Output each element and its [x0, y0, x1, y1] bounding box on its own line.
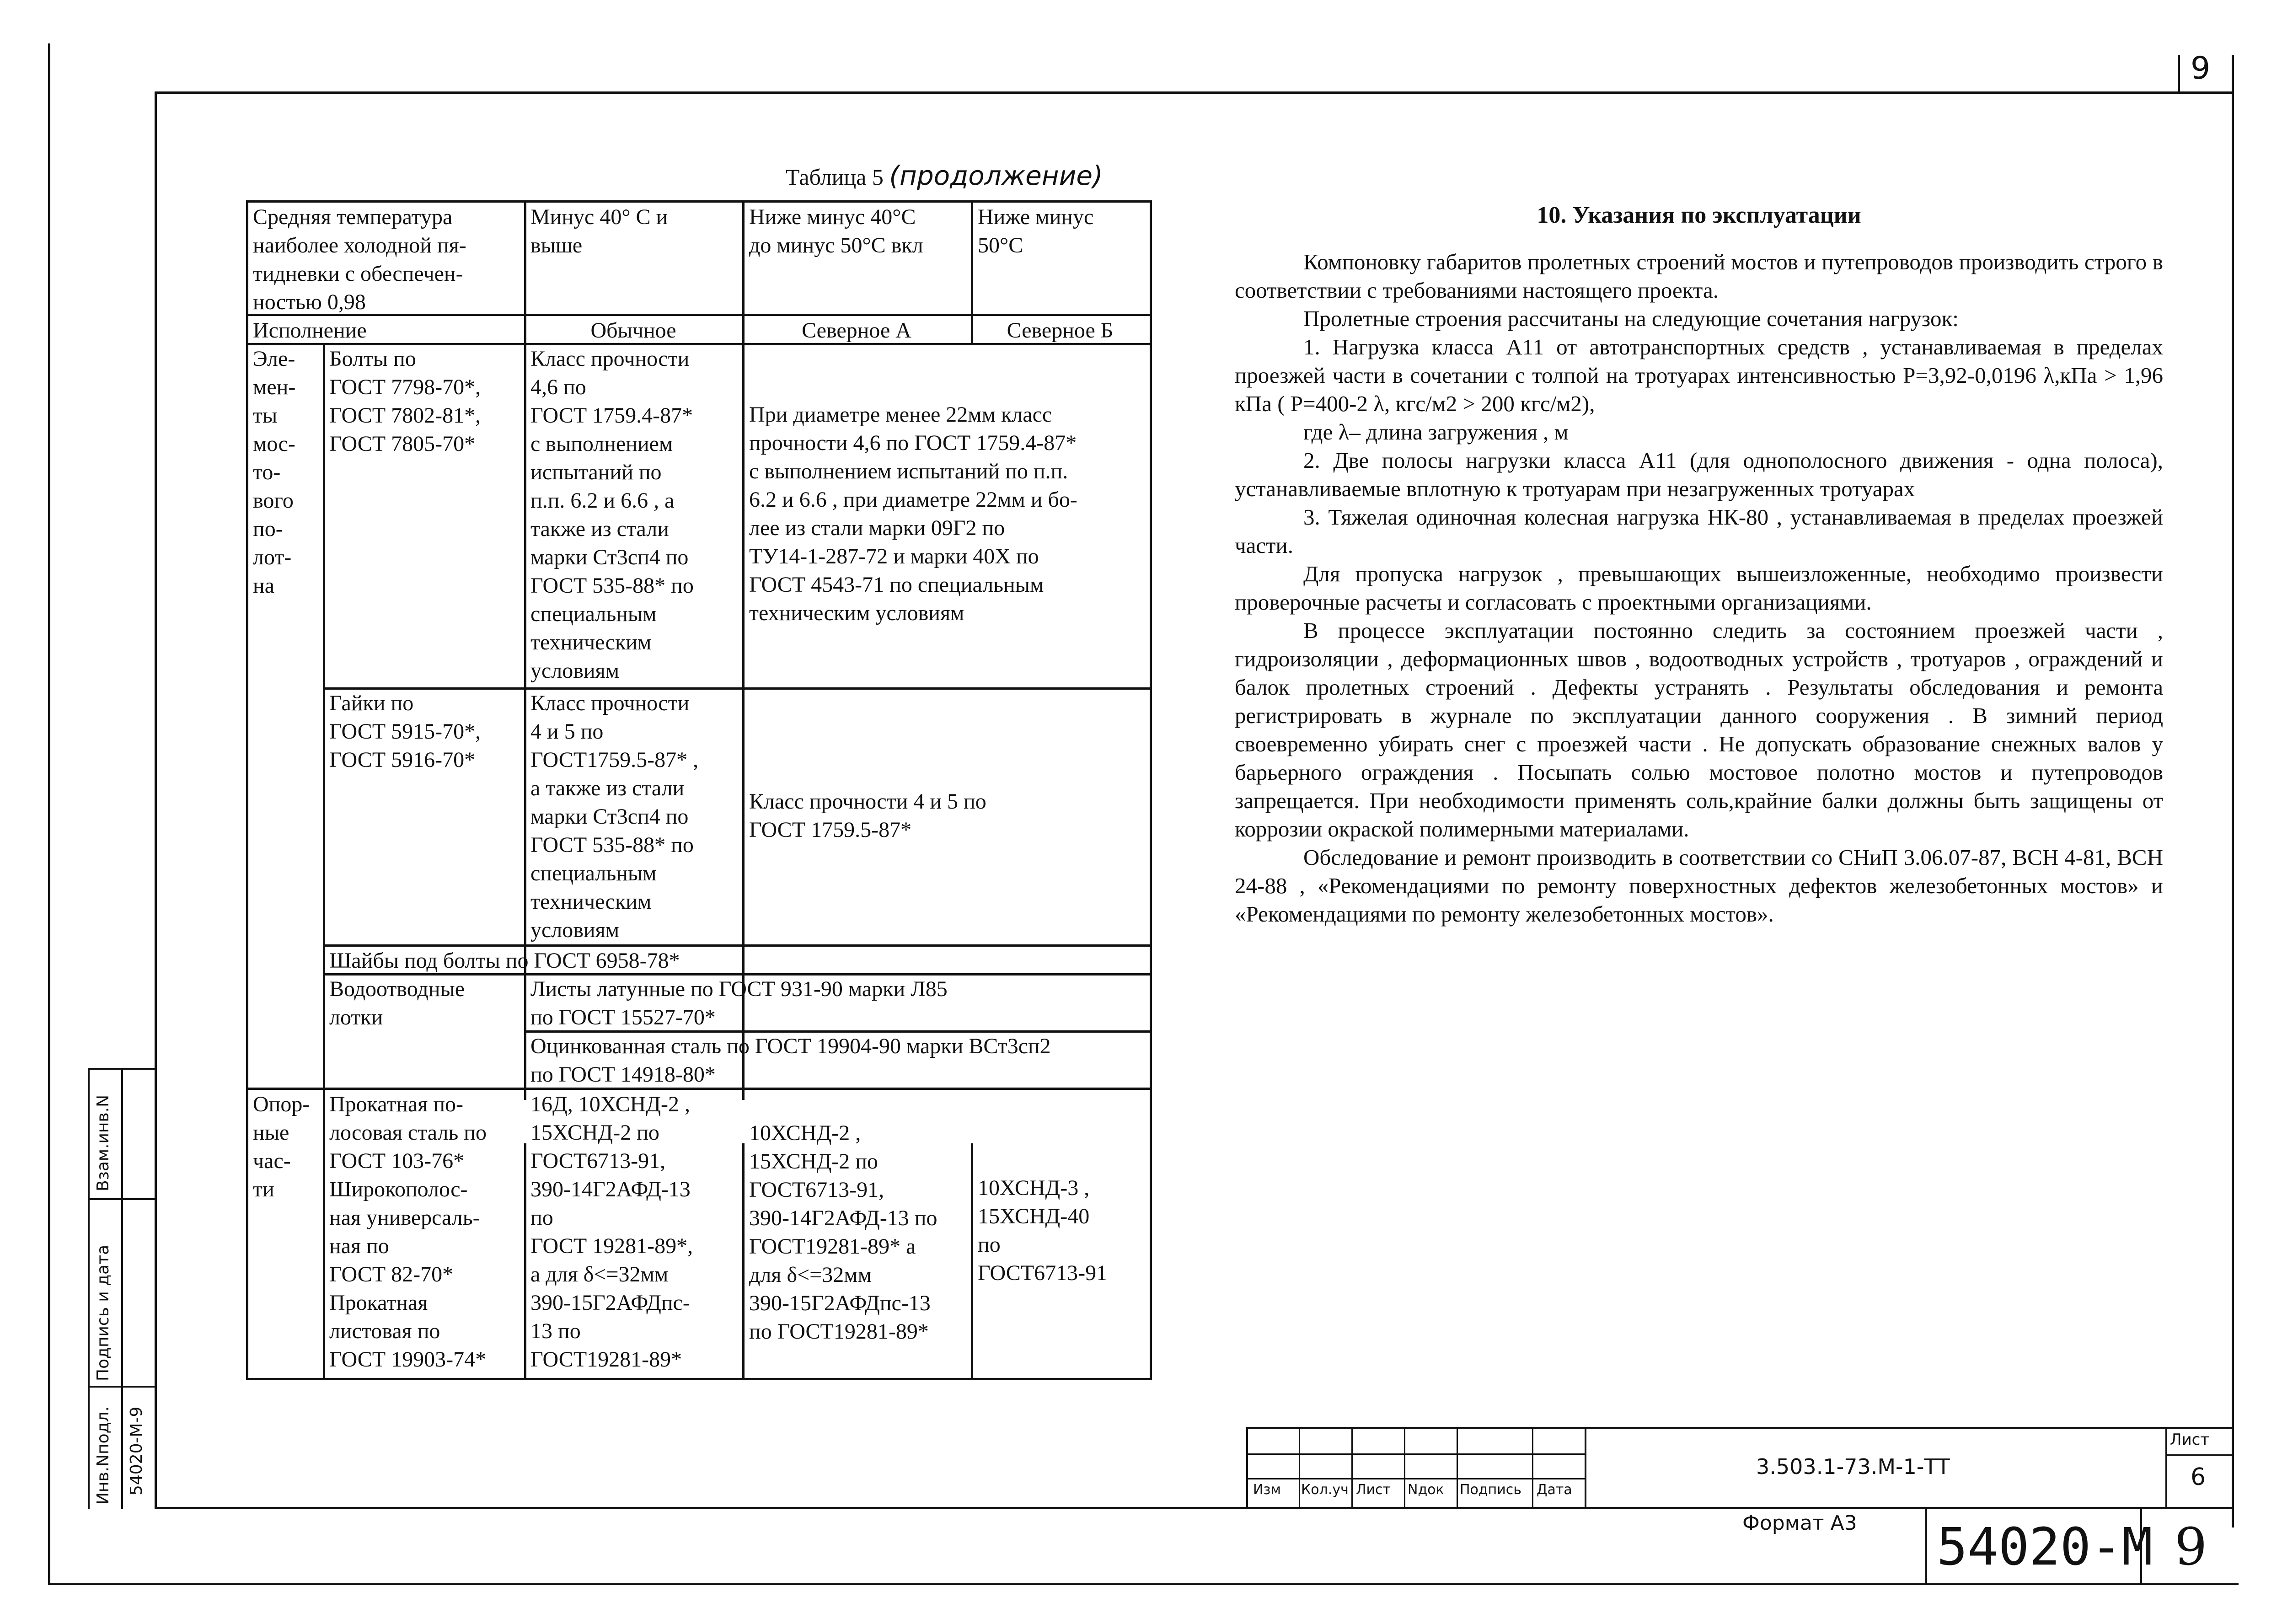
exec-label: Исполнение — [253, 318, 367, 343]
bottom-margin-line — [48, 1583, 2239, 1585]
nuts-col23: Класс прочности 4 и 5 по ГОСТ 1759.5-87* — [749, 789, 986, 842]
washers-row: Шайбы под болты по ГОСТ 6958-78* — [329, 949, 680, 973]
notes-p9: Обследование и ремонт производить в соответствии со СНиП 3.06.07-87, ВСН 4-81, ВСН 24-88 , «Рекомендациями по ремонту поверхностных дефектов железобетонных мостов» и «Рекомендациями по ремонту железобетонных мостов». — [1235, 845, 2163, 927]
notes-p4: где λ– длина загружения , м — [1303, 419, 1569, 445]
left-margin-line — [48, 43, 50, 1585]
notes-p6: 3. Тяжелая одиночная колесная нагрузка НК-80 , устанавливаемая в пределах проезжей части. — [1235, 504, 2163, 558]
side-inv-label: Инв.Nподл. — [94, 1406, 112, 1505]
notes-p8: В процессе эксплуатации постоянно следить за состоянием проезжей части , гидроизоляции , деформационных швов , водоотводных устройств , тротуаров , ограждений и балок пролетных строений . Дефекты устранять . Результаты обследования и ремонта регистрировать в журнале по эксплуатации данного сооружения . В зимний период своевременно убирать снег с проезжей части . Не допускать образование снежных валов у барьерного ограждения . Посыпать солью мостовое полотно мостов и путепроводов запрещается. При необходимости применять соль,крайние балки должны быть защищены от коррозии окраской полимерными материалами. — [1235, 618, 2163, 841]
header-col2: Ниже минус 40°С до минус 50°С вкл — [749, 205, 923, 257]
table-title-text: Таблица 5 — [786, 164, 884, 190]
stamp-doc-code: 3.503.1-73.М-1-ТТ — [1756, 1454, 1950, 1479]
header-temperature: Средняя температура наиболее холодной пя- тидневки с обеспечен- ностью 0,98 — [253, 205, 466, 314]
exec-north-b: Северное Б — [1007, 318, 1114, 343]
drain-brass: Листы латунные по ГОСТ 931-90 марки Л85 по ГОСТ 15527-70* — [530, 977, 948, 1029]
bolts-col1: Класс прочности 4,6 по ГОСТ 1759.4-87* с выполнением испытаний по п.п. 6.2 и 6.6 , а также из стали марки Ст3сп4 по ГОСТ 535-88* по специальным техническим условиям — [530, 347, 694, 683]
stamp-sheet-label: Лист — [2170, 1431, 2210, 1449]
stamp-label-data: Дата — [1537, 1482, 1572, 1498]
stamp-label-kol: Кол.уч — [1301, 1482, 1349, 1498]
table-title-continued: (продолжение) — [889, 160, 1103, 191]
stamp-label-ndok: Nдок — [1408, 1482, 1444, 1498]
stamp-label-podpis: Подпись — [1460, 1482, 1521, 1498]
support-col2: 10ХСНД-2 , 15ХСНД-2 по ГОСТ6713-91, 390-14Г2АФД-13 по ГОСТ19281-89* а для δ<=32мм 390-15Г2АФДпс-13 по ГОСТ19281-89* — [749, 1121, 937, 1344]
stamp-sheet-number: 6 — [2191, 1463, 2206, 1491]
frame-left — [155, 91, 157, 1509]
support-label: Прокатная по- лосовая сталь по ГОСТ 103-76* Широкополос- ная универсаль- ная по ГОСТ 82-70* Прокатная листовая по ГОСТ 19903-74* — [329, 1092, 487, 1372]
support-col3: 10ХСНД-3 , 15ХСНД-40 по ГОСТ6713-91 — [978, 1176, 1108, 1285]
group-bearings: Опор- ные час- ти — [253, 1092, 310, 1201]
group-bridge-deck: Эле- мен- ты мос- то- вого по- лот- на — [253, 347, 296, 598]
header-col1: Минус 40° С и выше — [530, 205, 668, 257]
support-col1: 16Д, 10ХСНД-2 , 15ХСНД-2 по ГОСТ6713-91, 390-14Г2АФД-13 по ГОСТ 19281-89*, а для δ<=32мм 390-15Г2АФДпс- 13 по ГОСТ19281-89* — [530, 1092, 693, 1372]
format-label: Формат А3 — [1742, 1511, 1857, 1535]
notes-p5: 2. Две полосы нагрузки класса А11 (для однополосного движения - одна полоса), устанавливаемые вплотную к тротуарам при незагруженных тротуарах — [1235, 448, 2163, 501]
bolts-col23: При диаметре менее 22мм класс прочности 4,6 по ГОСТ 1759.4-87* с выполнением испытаний по п.п. 6.2 и 6.6 , при диаметре 22мм и бо- лее из стали марки 09Г2 по ТУ14-1-287-72 и марки 40Х по ГОСТ 4543-71 по специальным техническим условиям — [749, 402, 1077, 625]
notes-heading: 10. Указания по эксплуатации — [1537, 202, 1861, 228]
notes-p3: 1. Нагрузка класса А11 от автотранспортных средств , устанавливаемая в пределах проезжей части в сочетании с толпой на тротуарах интенсивностью Р=3,92-0,0196 λ,кПа > 1,96 кПа ( Р=400-2 λ, кгс/м2 > 200 кгс/м2), — [1235, 334, 2163, 416]
frame-bottom — [155, 1507, 2233, 1509]
top-page-number: 9 — [2191, 50, 2211, 86]
notes-p1: Компоновку габаритов пролетных строений мостов и путепроводов производить строго в соответствии с требованиями настоящего проекта. — [1235, 249, 2163, 303]
exec-normal: Обычное — [590, 318, 676, 343]
nuts-col1: Класс прочности 4 и 5 по ГОСТ1759.5-87* , а также из стали марки Ст3сп4 по ГОСТ 535-88* по специальным техническим условиям — [530, 691, 699, 942]
notes-p7: Для пропуска нагрузок , превышающих вышеизложенные, необходимо произвести проверочные расчеты и согласовать с проектными организациями. — [1235, 561, 2163, 615]
nuts-label: Гайки по ГОСТ 5915-70*, ГОСТ 5916-70* — [329, 691, 481, 772]
bolts-label: Болты по ГОСТ 7798-70*, ГОСТ 7802-81*, ГОСТ 7805-70* — [329, 347, 481, 456]
drain-galvanized: Оцинкованная сталь по ГОСТ 19904-90 марки ВСт3сп2 по ГОСТ 14918-80* — [530, 1034, 1051, 1087]
frame-right — [2232, 59, 2234, 1528]
steel-grades-table — [246, 200, 1152, 1380]
notes-p2: Пролетные строения рассчитаны на следующие сочетания нагрузок: — [1303, 306, 1959, 331]
stamp-label-list: Лист — [1356, 1482, 1391, 1498]
bottom-doc-code: 54020-М — [1937, 1517, 2153, 1577]
side-sign-label: Подпись и дата — [94, 1244, 112, 1381]
operation-notes — [1235, 201, 2163, 928]
frame-top — [155, 91, 2233, 94]
side-vzam-label: Взам.инв.N — [94, 1094, 112, 1191]
header-col3: Ниже минус 50°С — [978, 205, 1094, 257]
table-title — [786, 160, 1103, 191]
drain-label: Водоотводные лотки — [329, 977, 465, 1029]
stamp-label-izm: Изм — [1253, 1482, 1281, 1498]
side-inv-value: 54020-М-9 — [127, 1406, 146, 1495]
bottom-page-number: 9 — [2175, 1517, 2207, 1577]
exec-north-a: Северное А — [802, 318, 911, 343]
